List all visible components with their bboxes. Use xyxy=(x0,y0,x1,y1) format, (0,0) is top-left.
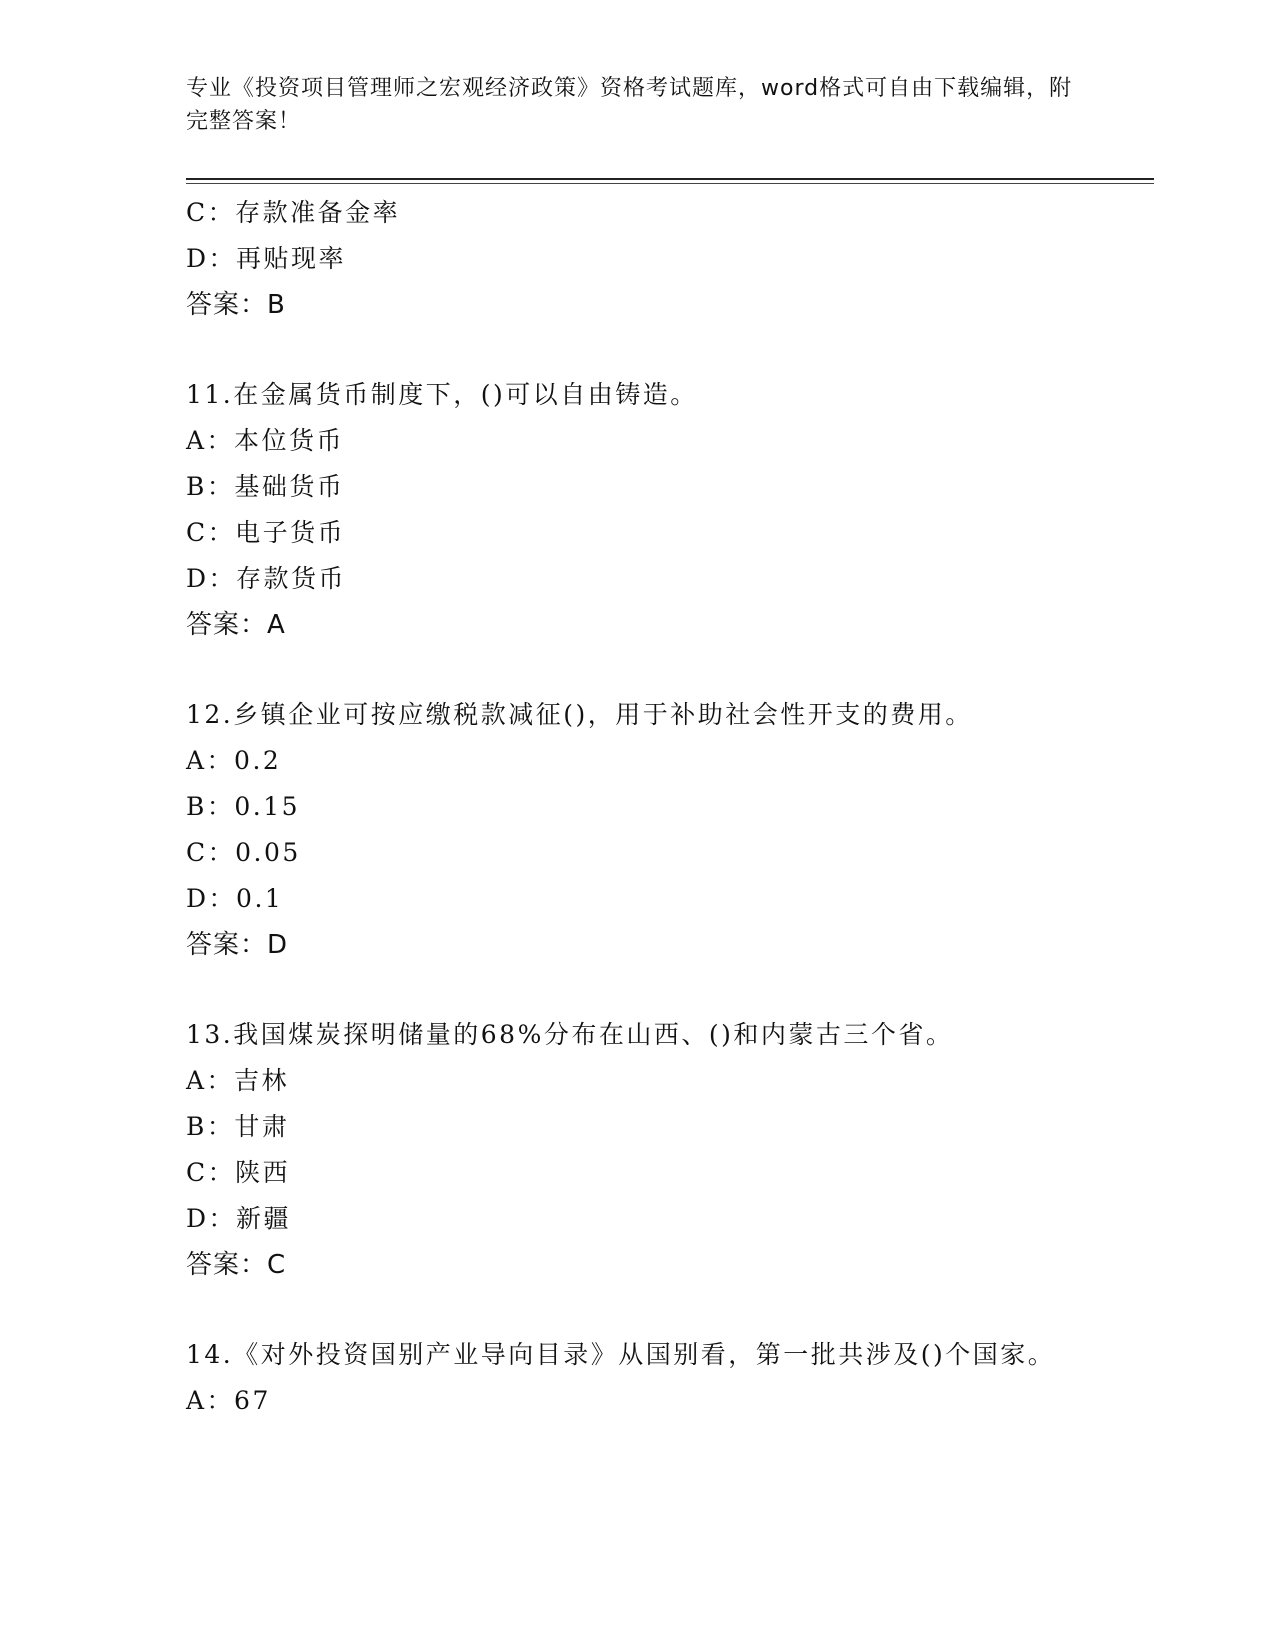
spacer xyxy=(186,328,1086,372)
option-c: C：电子货币 xyxy=(186,518,346,547)
spacer xyxy=(186,968,1086,1012)
spacer xyxy=(186,648,1086,692)
question-text: 14.《对外投资国别产业导向目录》从国别看，第一批共涉及()个国家。 xyxy=(186,1340,1056,1369)
option-b: B：基础货币 xyxy=(186,472,345,501)
spacer xyxy=(186,1288,1086,1332)
option-a: A：本位货币 xyxy=(186,426,345,455)
question-list xyxy=(186,190,1086,1424)
question-text: 12.乡镇企业可按应缴税款减征()，用于补助社会性开支的费用。 xyxy=(186,700,973,729)
answer-line: 答案：C xyxy=(186,1250,287,1280)
header-divider-thin xyxy=(186,183,1154,184)
option-d: D：0.1 xyxy=(186,884,284,913)
option-b: B：甘肃 xyxy=(186,1112,290,1141)
option-d: D：新疆 xyxy=(186,1204,292,1233)
option-a: A：67 xyxy=(186,1386,271,1415)
question-block xyxy=(186,190,1086,328)
question-text: 13.我国煤炭探明储量的68%分布在山西、()和内蒙古三个省。 xyxy=(186,1020,954,1049)
option-b: B：0.15 xyxy=(186,792,301,821)
answer-line: 答案：D xyxy=(186,930,289,960)
answer-line: 答案：B xyxy=(186,290,286,320)
option-a: A：吉林 xyxy=(186,1066,290,1095)
answer-line: 答案：A xyxy=(186,610,286,640)
option-c: C：陕西 xyxy=(186,1158,291,1187)
option-d: D：再贴现率 xyxy=(186,244,347,273)
document-header: 专业《投资项目管理师之宏观经济政策》资格考试题库，word格式可自由下载编辑，附完整答案！ xyxy=(186,76,1073,134)
option-c: C：0.05 xyxy=(186,838,301,867)
question-block xyxy=(186,692,1086,968)
option-c: C：存款准备金率 xyxy=(186,198,401,227)
option-a: A：0.2 xyxy=(186,746,282,775)
option-d: D：存款货币 xyxy=(186,564,347,593)
question-text: 11.在金属货币制度下，()可以自由铸造。 xyxy=(186,380,698,409)
question-block xyxy=(186,1012,1086,1288)
question-block xyxy=(186,372,1086,648)
header-divider-thick xyxy=(186,178,1154,180)
question-block xyxy=(186,1332,1086,1424)
